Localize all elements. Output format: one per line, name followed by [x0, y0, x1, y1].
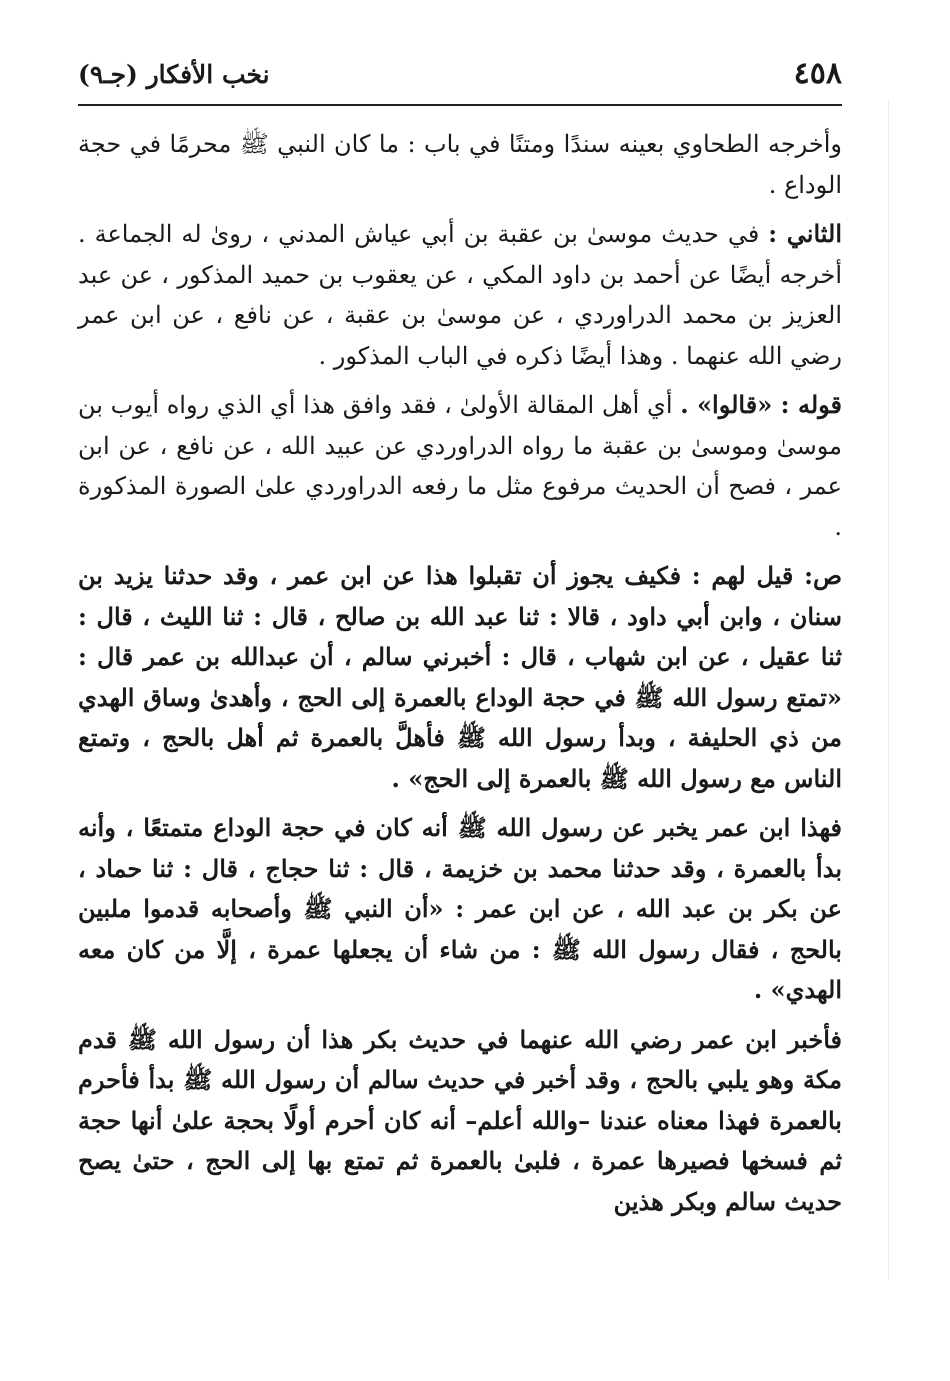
- margin-line: [888, 100, 889, 1280]
- paragraph-5-text: فهذا ابن عمر يخبر عن رسول الله ﷺ أنه كان في حجة الوداع متمتعًا ، وأنه بدأ بالعمرة ، وقد حدثنا محمد بن خزيمة ، قال : ثنا حجاج ، قال : ثنا حماد ، عن بكر بن عبد الله ، عن ابن عمر : «أن النبي ﷺ وأصحابه قدموا ملبين بالحج ، فقال رسول الله ﷺ : من شاء أن يجعلها عمرة ، إلَّا من كان معه الهدي» .: [78, 813, 842, 1004]
- paragraph-6: [78, 1020, 842, 1223]
- paragraph-2-text: في حديث موسىٰ بن عقبة بن أبي عياش المدني ، روىٰ له الجماعة . أخرجه أيضًا عن أحمد بن داود المكي ، عن يعقوب بن حميد المذكور ، عن عبد العزيز بن محمد الدراوردي ، عن موسىٰ بن عقبة ، عن نافع ، عن ابن عمر رضي الله عنهما . وهذا أيضًا ذكره في الباب المذكور .: [78, 220, 842, 370]
- paragraph-1-text: وأخرجه الطحاوي بعينه سندًا ومتنًا في باب : ما كان النبي ﷺ محرمًا في حجة الوداع .: [78, 130, 842, 199]
- paragraph-2-lead: الثاني :: [768, 219, 842, 248]
- paragraph-3-text: أي أهل المقالة الأولىٰ ، فقد وافق هذا أي الذي رواه أيوب بن موسىٰ وموسىٰ بن عقبة ما رواه الدراوردي عن عبيد الله ، عن نافع ، عن ابن عمر ، فصح أن الحديث مرفوع مثل ما رفعه الدراوردي علىٰ الصورة المذكورة .: [78, 391, 842, 541]
- page-body: [78, 124, 842, 1231]
- paragraph-6-text: فأخبر ابن عمر رضي الله عنهما في حديث بكر هذا أن رسول الله ﷺ قدم مكة وهو يلبي بالحج ، وقد أخبر في حديث سالم أن رسول الله ﷺ بدأ فأحرم بالعمرة فهذا معناه عندنا –والله أعلم– أنه كان أحرم أولًا بحجة علىٰ أنها حجة ثم فسخها فصيرها عمرة ، فلبىٰ بالعمرة ثم تمتع بها إلى الحج ، حتىٰ يصح حديث سالم وبكر هذين: [78, 1024, 842, 1216]
- paragraph-2: [78, 214, 842, 376]
- header-divider: [78, 104, 842, 106]
- page-number: ٤٥٨: [793, 56, 842, 91]
- paragraph-3: [78, 385, 842, 547]
- paragraph-4: [78, 556, 842, 799]
- paragraph-5: [78, 808, 842, 1011]
- running-title: نخب الأفكار (جـ٩): [78, 60, 270, 89]
- paragraph-4-text: ص: قيل لهم : فكيف يجوز أن تقبلوا هذا عن ابن عمر ، وقد حدثنا يزيد بن سنان ، وابن أبي داود ، قالا : ثنا عبد الله بن صالح ، قال : ثنا الليث ، قال : ثنا عقيل ، عن ابن شهاب ، قال : أخبرني سالم ، أن عبدالله بن عمر قال : «تمتع رسول الله ﷺ في حجة الوداع بالعمرة إلى الحج ، وأهدىٰ وساق الهدي من ذي الحليفة ، وبدأ رسول الله ﷺ فأهلَّ بالعمرة ثم أهل بالحج ، وتمتع الناس مع رسول الله ﷺ بالعمرة إلى الحج» .: [78, 561, 842, 793]
- paragraph-1: [78, 124, 842, 205]
- page-header: [78, 52, 842, 100]
- paragraph-3-lead: قوله : «قالوا» .: [680, 390, 843, 419]
